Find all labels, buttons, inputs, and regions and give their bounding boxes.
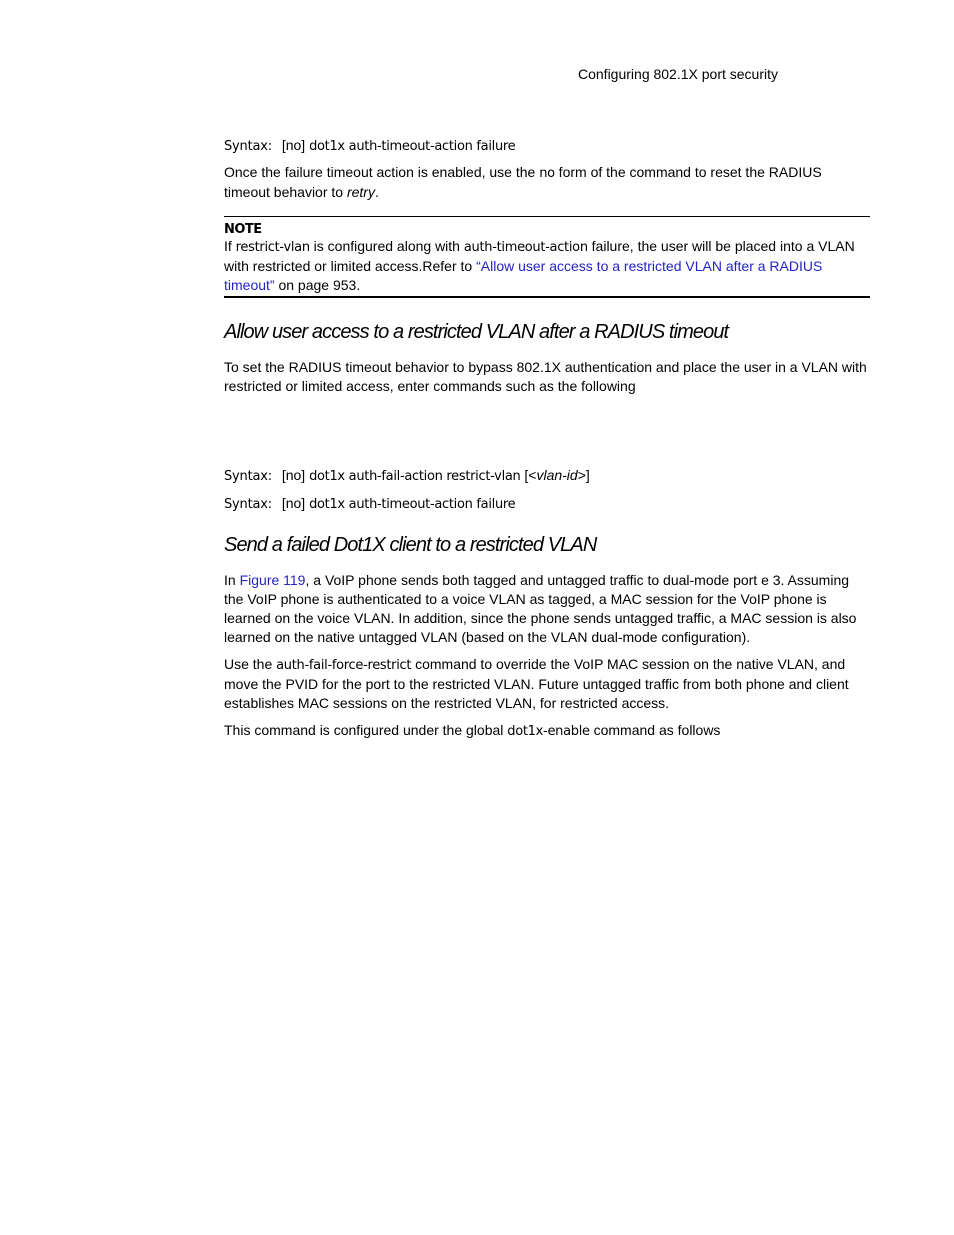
note-body <box>224 237 870 295</box>
keyword-dot1x-enable: dot1x-enable <box>507 724 590 739</box>
syntax-line-timeout-action-2 <box>224 494 515 514</box>
voip-phone-paragraph <box>224 571 870 647</box>
text: form of the command to reset the RADIUS timeout behavior to <box>224 164 822 200</box>
syntax-command: dot1x auth-fail-action restrict-vlan <box>309 469 521 484</box>
cross-reference-link[interactable]: “Allow user access to a restricted VLAN after a RADIUS timeout” <box>224 258 823 293</box>
syntax-label: Syntax: <box>224 497 272 512</box>
syntax-line-timeout-action <box>224 136 515 156</box>
text: Once the failure timeout action is enabled, use the <box>224 164 540 180</box>
text: command to override the VoIP MAC session on the native VLAN, and move the PVID for the port to the restricted VLAN. Future untagged traffic from both phone and client establishes MAC sessions on the restricted VLAN, for restricted access. <box>224 656 849 711</box>
text: on page 953. <box>274 277 361 293</box>
force-restrict-paragraph <box>224 655 870 713</box>
value-retry: retry <box>346 184 375 200</box>
note-top-rule <box>224 216 870 217</box>
note-label: NOTE <box>224 222 262 237</box>
keyword-auth-timeout-action: auth-timeout-action <box>463 240 588 255</box>
syntax-arg-open: [< <box>524 467 537 483</box>
syntax-prefix: [no] <box>281 495 306 511</box>
figure-link[interactable]: Figure 119 <box>239 572 306 588</box>
section-heading-send-failed-client: Send a failed Dot1X client to a restricted VLAN <box>224 534 597 556</box>
failure-timeout-paragraph <box>224 163 870 202</box>
syntax-arg: vlan-id <box>536 467 578 483</box>
text: command as follows <box>589 722 721 738</box>
text: . <box>374 184 379 200</box>
keyword-auth-fail-force-restrict: auth-fail-force-restrict <box>276 658 412 673</box>
text: failure, the user will be placed into a VLAN with restricted or limited access.Refer to <box>224 238 855 274</box>
syntax-arg-close: >] <box>577 467 590 483</box>
text: In <box>224 572 240 588</box>
note-bottom-rule <box>224 296 870 298</box>
running-header: Configuring 802.1X port security <box>578 66 778 82</box>
syntax-command: dot1x auth-timeout-action failure <box>309 497 516 512</box>
syntax-label: Syntax: <box>224 469 272 484</box>
radius-timeout-paragraph: To set the RADIUS timeout behavior to bypass 802.1X authentication and place the user in a VLAN with restricted or limited access, enter commands such as the following <box>224 359 867 394</box>
syntax-label: Syntax: <box>224 139 272 154</box>
text: is configured along with <box>309 238 464 254</box>
syntax-line-auth-fail-action <box>224 466 590 486</box>
dot1x-enable-paragraph <box>224 721 870 741</box>
text: This command is configured under the global <box>224 722 508 738</box>
keyword-no: no <box>539 166 555 181</box>
section-heading-allow-restricted-vlan: Allow user access to a restricted VLAN after a RADIUS timeout <box>224 321 729 343</box>
text: Use the <box>224 656 277 672</box>
text: , a VoIP phone sends both tagged and untagged traffic to dual-mode port e 3. Assuming the VoIP phone is authenticated to a voice VLAN as tagged, a MAC session for the VoIP phone is learned on the voice VLAN. In addition, since the phone sends untagged traffic, a MAC session is also learned on the native untagged VLAN (based on the VLAN dual-mode configuration). <box>224 572 857 645</box>
syntax-prefix: [no] <box>281 137 306 153</box>
syntax-command: dot1x auth-timeout-action failure <box>309 139 516 154</box>
text: If <box>224 238 236 254</box>
syntax-prefix: [no] <box>281 467 306 483</box>
keyword-restrict-vlan: restrict-vlan <box>235 240 310 255</box>
